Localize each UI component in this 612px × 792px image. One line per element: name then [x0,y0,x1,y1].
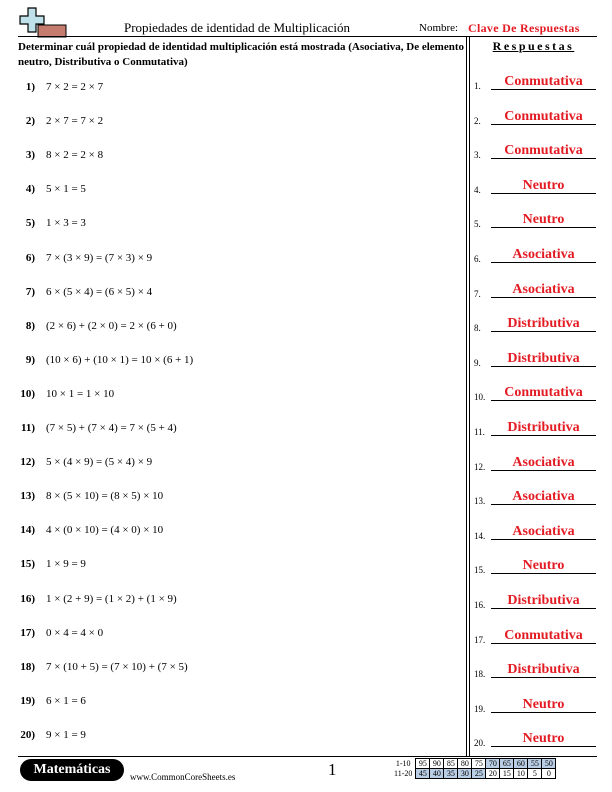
problem-row [18,183,458,199]
score-row-label: 11-20 [394,769,413,778]
answer-number: 13. [474,496,486,507]
answer-value: Asociativa [512,523,575,539]
problem-row [18,252,458,268]
score-cell: 95 [416,759,430,769]
answer-value: Distributiva [507,662,580,678]
score-cell: 15 [500,769,514,779]
name-value: Clave De Respuestas [468,21,580,35]
problem-number: 3) [25,149,35,162]
score-cell: 40 [430,769,444,779]
answer-row [474,593,596,611]
problem-number: 18) [20,660,35,673]
answer-number: 11. [474,427,485,437]
problem-row [18,81,458,97]
problem-row [18,729,458,745]
problem-expression: 4 × (0 × 10) = (4 × 0) × 10 [46,524,164,537]
answer-number: 10. [474,392,486,403]
answer-value: Distributiva [507,316,580,332]
problem-row [18,661,458,677]
score-cell: 75 [472,759,486,769]
answer-value: Conmutativa [504,108,583,124]
problem-number: 8) [25,319,35,332]
problem-number: 13) [20,490,35,503]
score-cell: 30 [458,769,472,779]
score-row [394,759,556,769]
problem-number: 12) [20,456,35,469]
problem-expression: 0 × 4 = 4 × 0 [46,626,104,639]
answer-number: 17. [474,634,486,645]
score-cell: 55 [528,759,542,769]
score-cell: 80 [458,759,472,769]
problem-expression: 8 × (5 × 10) = (8 × 5) × 10 [46,490,164,503]
answer-value: Asociativa [512,454,575,470]
answer-value: Neutro [522,177,565,193]
column-divider-right [469,36,470,757]
answer-number: 9. [474,357,481,368]
answer-number: 2. [474,115,481,126]
answer-number: 6. [474,254,481,264]
problem-expression: 1 × (2 + 9) = (1 × 2) + (1 × 9) [46,592,177,605]
answer-row [474,524,596,542]
score-cell: 45 [416,769,430,779]
answer-row [474,247,596,265]
problem-number: 20) [20,728,35,741]
answer-row [474,628,596,646]
footer-rule [18,756,597,757]
problem-expression: 7 × 2 = 2 × 7 [46,81,104,93]
problem-row [18,286,458,302]
problem-number: 4) [25,183,35,196]
answers-title: Respuestas [492,39,575,53]
problem-row [18,388,458,404]
problem-expression: 10 × 1 = 1 × 10 [46,387,115,400]
problem-row [18,593,458,609]
answer-row [474,178,596,196]
score-cell: 0 [542,769,556,779]
score-cell: 85 [444,759,458,769]
problem-expression: (2 × 6) + (2 × 0) = 2 × (6 + 0) [46,319,177,332]
answer-value: Distributiva [507,350,580,366]
answer-value: Asociativa [512,247,575,262]
answer-row [474,212,596,230]
answer-number: 7. [474,288,481,299]
answer-value: Neutro [522,212,565,228]
problem-number: 1) [25,81,35,93]
answer-value: Asociativa [512,489,575,505]
problem-number: 9) [25,353,35,366]
problem-row [18,217,458,233]
column-divider-left [466,36,467,757]
answer-value: Neutro [522,731,565,747]
answer-number: 1. [474,81,481,91]
answer-row [474,489,596,507]
answer-value: Conmutativa [504,143,583,159]
problem-expression: 9 × 1 = 9 [46,728,86,741]
answer-number: 19. [474,703,486,714]
problem-expression: 6 × (5 × 4) = (6 × 5) × 4 [46,285,153,298]
score-cell: 90 [430,759,444,769]
score-cell: 50 [542,759,556,769]
answer-number: 5. [474,219,481,230]
problem-expression: 8 × 2 = 2 × 8 [46,149,104,162]
answer-number: 20. [474,738,486,749]
answer-number: 18. [474,669,486,680]
answer-number: 4. [474,184,481,195]
score-cell: 10 [514,769,528,779]
problem-number: 10) [20,387,35,400]
header-rule [18,36,597,37]
answer-number: 15. [474,565,486,576]
answer-row [474,558,596,576]
score-cell: 65 [500,759,514,769]
problem-number: 17) [20,626,35,639]
problem-expression: (7 × 5) + (7 × 4) = 7 × (5 + 4) [46,422,177,434]
answer-row [474,385,596,403]
answer-row [474,420,596,438]
problem-expression: 7 × (10 + 5) = (7 × 10) + (7 × 5) [46,660,188,673]
answer-row [474,455,596,473]
answer-row [474,351,596,369]
problem-number: 5) [25,217,35,230]
problem-row [18,490,458,506]
answer-value: Conmutativa [504,385,583,401]
problem-row [18,695,458,711]
answer-value: Conmutativa [504,74,583,89]
score-row-label: 1-10 [395,759,411,768]
problem-expression: 7 × (3 × 9) = (7 × 3) × 9 [46,251,153,264]
problem-number: 19) [20,694,35,707]
plus-logo-icon [18,4,68,40]
answer-number: 3. [474,150,481,161]
answer-number: 16. [474,600,486,610]
problem-row [18,354,458,370]
answer-value: Conmutativa [504,627,583,643]
answer-number: 14. [474,530,486,541]
problem-row [18,627,458,643]
problem-row [18,456,458,472]
problem-number: 7) [25,285,35,298]
answer-row [474,143,596,161]
instructions: Determinar cuál propiedad de identidad multiplicación está mostrada (Asociativa, De elemento neutro, Distributiva o Conmutativa) [18,41,464,68]
problem-expression: 5 × 1 = 5 [46,183,86,196]
answer-row [474,662,596,680]
answer-row [474,282,596,300]
problem-expression: 1 × 3 = 3 [46,217,86,230]
answer-number: 8. [474,323,481,334]
problem-expression: 2 × 7 = 7 × 2 [46,115,104,128]
score-cell: 70 [486,759,500,769]
answer-value: Distributiva [507,420,580,435]
problem-row [18,320,458,336]
problem-expression: 1 × 9 = 9 [46,558,86,571]
problem-row [18,524,458,540]
score-cell: 60 [514,759,528,769]
page-number: 1 [328,760,337,779]
problem-expression: 6 × 1 = 6 [46,694,86,707]
score-cell: 25 [472,769,486,779]
problem-row [18,115,458,131]
problem-number: 11) [20,422,35,434]
answer-value: Asociativa [512,281,575,297]
problem-number: 6) [25,251,35,264]
problem-number: 2) [25,115,35,128]
problem-row [18,149,458,165]
name-label: Nombre: [419,22,459,34]
problem-expression: 5 × (4 × 9) = (5 × 4) × 9 [46,456,153,469]
problem-number: 15) [20,558,35,571]
answer-row [474,316,596,334]
problem-number: 14) [20,524,35,537]
answer-row [474,74,596,92]
score-table [394,758,556,779]
answer-number: 12. [474,461,486,472]
score-cell: 35 [444,769,458,779]
answer-row [474,109,596,127]
answer-row [474,731,596,749]
site-url: www.CommonCoreSheets.es [130,772,236,782]
score-cell: 5 [528,769,542,779]
answer-value: Distributiva [507,593,580,608]
score-cell: 20 [486,769,500,779]
problem-row [18,422,458,438]
problem-expression: (10 × 6) + (10 × 1) = 10 × (6 + 1) [46,353,194,366]
problem-row [18,558,458,574]
problem-number: 16) [20,592,35,605]
answer-value: Neutro [522,696,565,712]
score-row [394,769,556,779]
answer-value: Neutro [522,558,565,574]
answer-row [474,697,596,715]
brand-badge: Matemáticas [20,759,124,781]
page-title: Propiedades de identidad de Multiplicación [124,20,350,35]
